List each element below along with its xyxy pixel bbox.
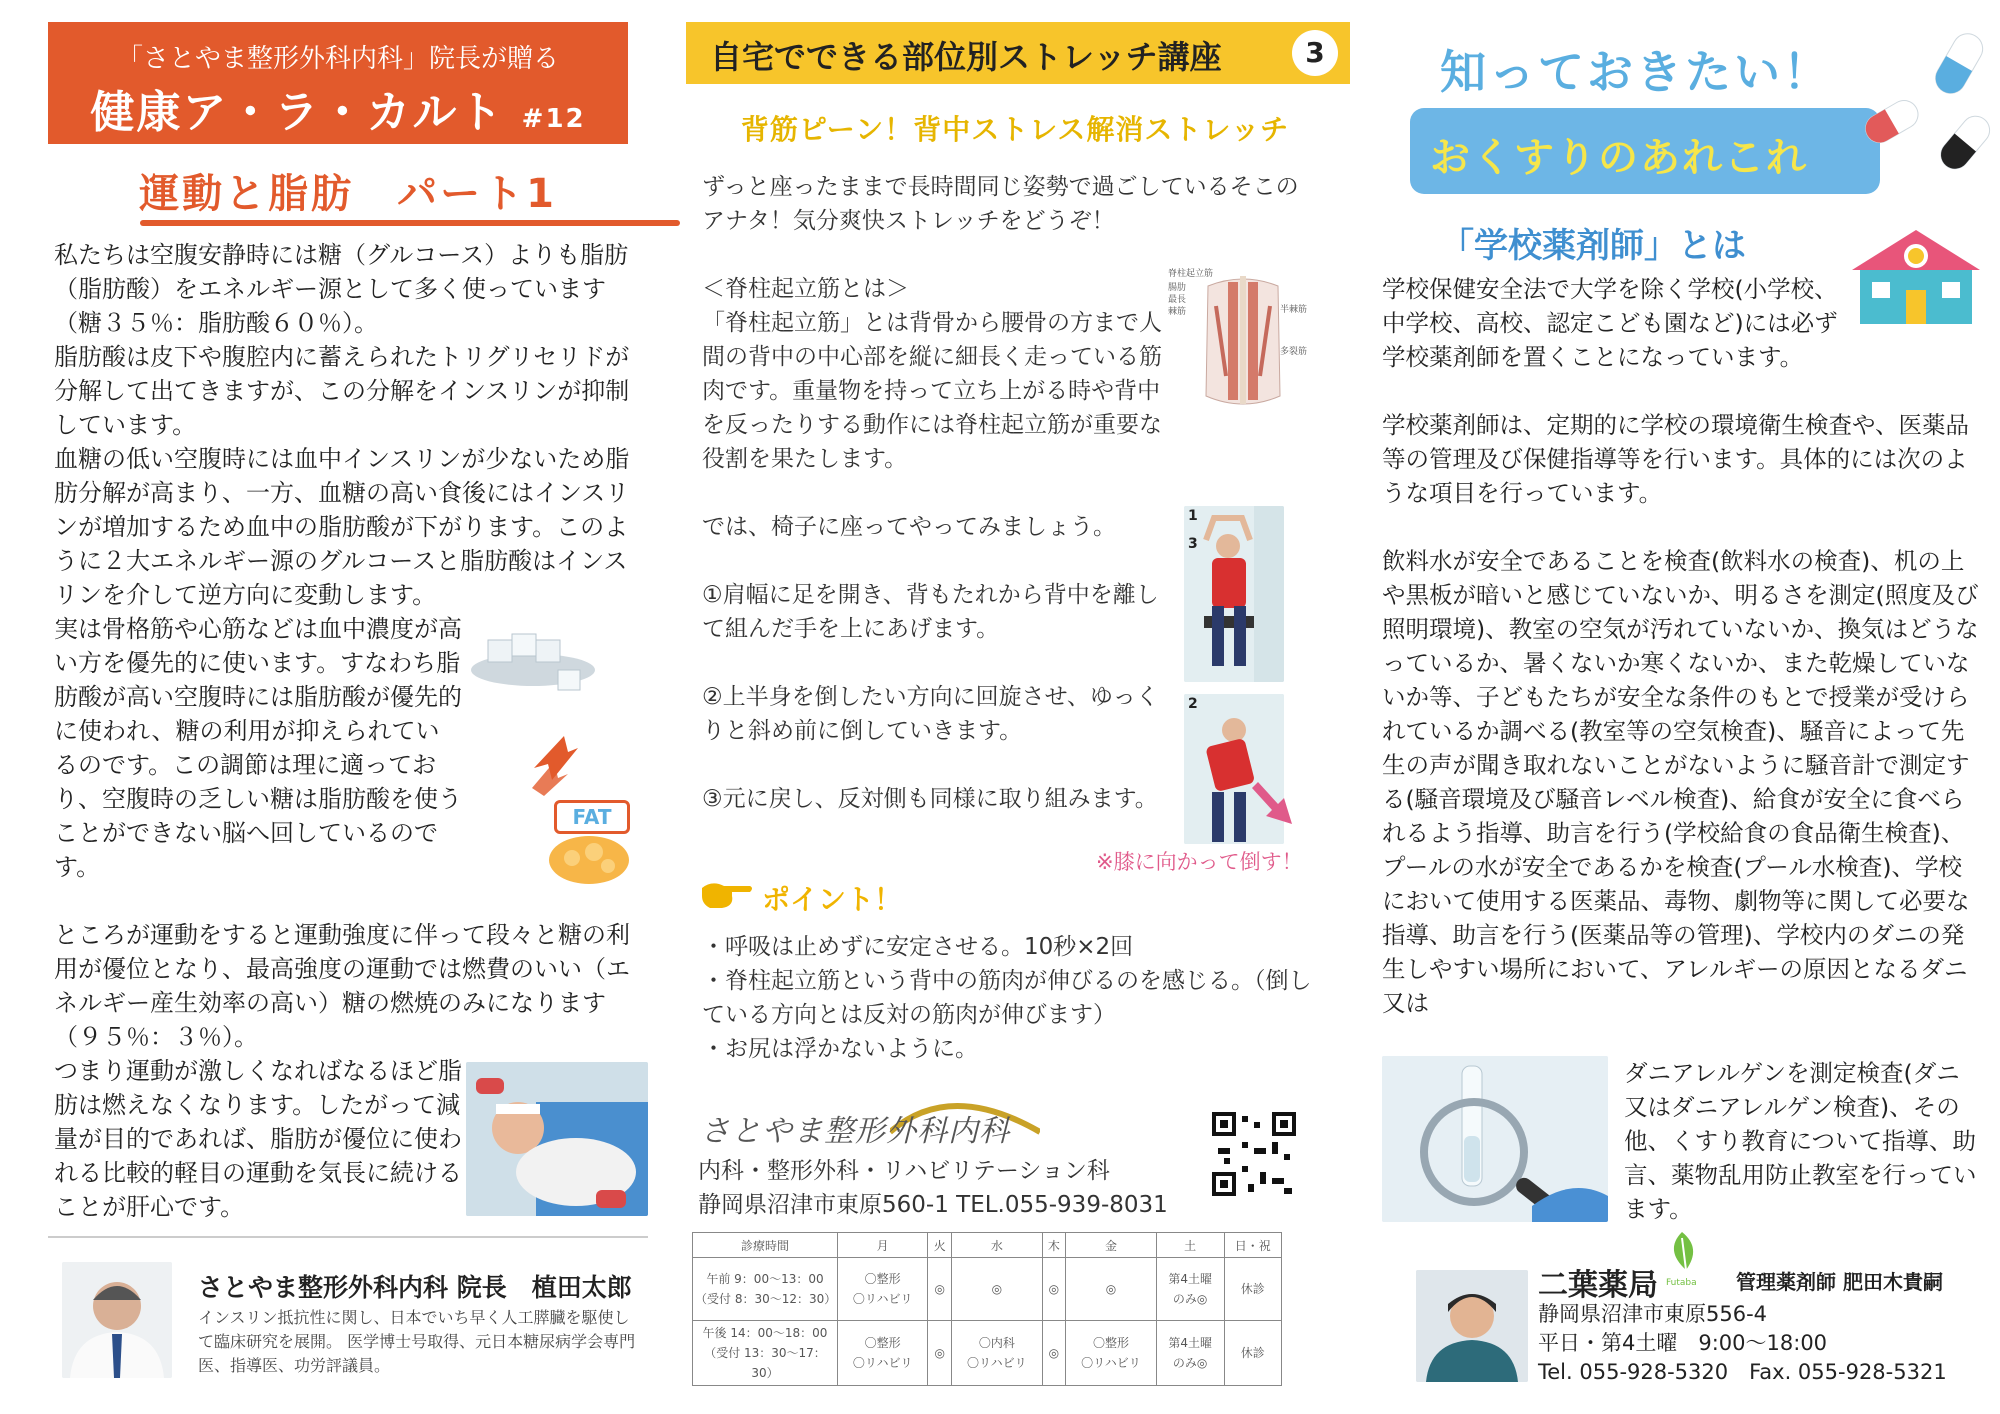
intro-text: ずっと座ったままで長時間同じ姿勢で過ごしているそこのアナタ！気分爽快ストレッチをどうぞ！ [702, 174, 1299, 234]
cell-text: のみ◎ [1172, 1292, 1208, 1306]
leaf-logo-icon [1664, 1230, 1708, 1278]
diagram-label: 最長 [1168, 295, 1187, 305]
column-header-subtitle: 「さとやま整形外科内科」院長が贈る [116, 44, 559, 74]
table-cell: ◎ [1066, 1258, 1156, 1321]
table-cell [952, 1321, 1042, 1386]
table-row [693, 1321, 1282, 1386]
divider [48, 1236, 648, 1238]
clinic-address: 静岡県沼津市東原560-1 TEL.055-939-8031 [698, 1192, 1168, 1218]
paragraph: ところが運動をすると運動強度に伴って段々と糖の利用が優位となり、最高強度の運動では燃費のいい（エネルギー産生効率の高い）糖の燃焼のみになります（９５％：３％）。 [54, 921, 630, 1051]
fat-label: FAT [554, 800, 630, 834]
clinic-hours-table [692, 1232, 1282, 1386]
point-title: ポイント！ [762, 883, 903, 916]
table-cell [1156, 1258, 1224, 1321]
step-2: ②上半身を倒したい方向に回旋させ、ゆっくりと斜め前に倒していきます。 [702, 684, 1159, 744]
lab-test-photo [1382, 1056, 1608, 1222]
point-item: ・お尻は浮かないように。 [702, 1036, 978, 1062]
cell-text: 〇リハビリ [967, 1356, 1027, 1370]
exhausted-man-photo [466, 1062, 648, 1216]
doctor-bio: インスリン抵抗性に関し、日本でいち早く人工膵臓を駆使して臨床研究を展開。 医学博士号取得、元日本糖尿病学会専門医、指導医、功労評議員。 [198, 1308, 636, 1375]
paragraph: 実は骨格筋や心筋などは血中濃度が高い方を優先的に使います。すなわち脂肪酸が高い空腹時には脂肪酸が優先的に使われ、糖の利用が抑えられているのです。この調節は理に適っており、空腹時の乏しい糖は脂肪酸を使うことができない脳へ回しているのです。 [54, 615, 462, 881]
stretch-banner-title: 自宅でできる部位別ストレッチ講座 [710, 38, 1222, 76]
cell-text: 〇リハビリ [1081, 1356, 1141, 1370]
paragraph: つまり運動が激しくなればなるほど脂肪は燃えなくなります。したがって減量が目的であれば、脂肪が優位に使われる比較的軽目の運動を気長に続けることが肝心です。 [54, 1057, 462, 1221]
table-cell: 休診 [1224, 1321, 1281, 1386]
sugar-cubes-illustration [468, 622, 618, 702]
cell-text: 第4土曜 [1168, 1272, 1212, 1286]
paragraph: 飲料水が安全であることを検査(飲料水の検査)、机の上や黒板が暗いと感じていないか、明るさを測定(照度及び照明環境)、教室の空気が汚れていないか、換気はどうなっているか、暑くないか寒くないか、また乾燥していないか等、子どもたちが安全な条件のもとで授業が受けられているか調べる(教室等の空気検査)、騒音によって先生の声が聞き取れないことがないように騒音計で測定する(騒音環境及び騒音レベル検査)、給食が安全に食べられるよう指導、助言を行う(学校給食の食品衛生検査)、プールの水が安全であるかを検査(プール水検査)、学校において使用する医薬品、毒物、劇物等に関して必要な指導、助言を行う(医薬品等の管理)、学校内のダニの発生しやすい場所において、アレルギーの原因となるダニ又は [1382, 547, 1979, 1017]
table-cell: ◎ [928, 1321, 952, 1386]
point-item: ・脊柱起立筋という背中の筋肉が伸びるのを感じる。（倒している方向とは反対の筋肉が伸びます） [702, 968, 1312, 1028]
pharmacy-hours: 平日・第4土曜 9:00～18:00 [1538, 1331, 1828, 1355]
issue-number: #12 [521, 104, 586, 134]
school-building-icon [1852, 216, 1980, 326]
table-cell [838, 1258, 928, 1321]
clinic-logo-text: さとやま整形外科内科 [700, 1114, 1010, 1149]
table-cell: ◎ [952, 1258, 1042, 1321]
pharmacist-photo [1416, 1270, 1528, 1382]
paragraph: 脂肪酸は皮下や腹腔内に蓄えられたトリグリセリドが分解して出てきますが、この分解をインスリンが抑制しています。 [54, 343, 630, 439]
diagram-label: 半棘筋 [1280, 305, 1308, 315]
table-header: 土 [1156, 1233, 1224, 1258]
header-title-text: 健康ア・ラ・カルト [90, 87, 505, 138]
stretch-photo-arms-up [1184, 506, 1284, 682]
table-header: 火 [928, 1233, 952, 1258]
pharmacy-contact: Tel. 055-928-5320 Fax. 055-928-5321 [1538, 1360, 1947, 1384]
pointing-hand-icon [698, 876, 754, 912]
pharmacy-name: 二葉薬局 [1538, 1268, 1658, 1303]
photo-step-number: 3 [1188, 536, 1198, 552]
table-cell [693, 1258, 838, 1321]
diagram-label: 多裂筋 [1280, 347, 1308, 357]
capsule-icons [1920, 24, 2000, 184]
table-cell: ◎ [1042, 1321, 1066, 1386]
table-cell: ◎ [1042, 1258, 1066, 1321]
clinic-departments: 内科・整形外科・リハビリテーション科 [698, 1158, 1110, 1184]
lets-try-text: では、椅子に座ってやってみましょう。 [702, 514, 1116, 540]
cell-text: 〇整形 [1092, 1336, 1129, 1350]
cell-text: のみ◎ [1172, 1356, 1208, 1370]
table-header: 金 [1066, 1233, 1156, 1258]
back-muscle-diagram [1168, 266, 1318, 416]
cell-text: 〇整形 [864, 1272, 901, 1286]
table-cell [838, 1321, 928, 1386]
cell-text: 第4土曜 [1168, 1336, 1212, 1350]
table-cell [693, 1321, 838, 1386]
table-cell [1156, 1321, 1224, 1386]
section-divider [140, 220, 680, 226]
cell-text: 〇内科 [978, 1336, 1015, 1350]
muscle-description: 「脊柱起立筋」とは背骨から腰骨の方まで人間の背中の中心部を縦に細長く走っている筋肉です。重量物を持って立ち上がる時や背中を反ったりする動作には脊柱起立筋が重要な役割を果たします。 [702, 310, 1162, 472]
fat-blob-illustration [544, 828, 634, 888]
diagram-label: 脊柱起立筋 [1168, 269, 1214, 279]
table-header: 診療時間 [693, 1233, 838, 1258]
table-header: 木 [1042, 1233, 1066, 1258]
school-pharmacist-heading: 「学校薬剤師」とは [1440, 226, 1746, 266]
lesson-number-badge: 3 [1292, 30, 1338, 76]
doctor-photo [62, 1262, 172, 1378]
step-3: ③元に戻し、反対側も同様に取り組みます。 [702, 786, 1158, 812]
diagram-label: 腸肋 [1168, 283, 1187, 293]
table-cell: ◎ [928, 1258, 952, 1321]
paragraph: 私たちは空腹安静時には糖（グルコース）よりも脂肪（脂肪酸）をエネルギー源として多く使っています（糖３５％：脂肪酸６０％）。 [54, 241, 629, 337]
hours-text: 午後 14：00～18：00 [702, 1326, 828, 1340]
section-title: 運動と脂肪 パート1 [139, 171, 557, 217]
muscle-heading: ＜脊柱起立筋とは＞ [702, 276, 909, 302]
photo-step-number: 2 [1188, 696, 1198, 712]
cell-text: 〇整形 [864, 1336, 901, 1350]
medicine-section-title: 知っておきたい！ [1440, 45, 1832, 99]
table-row [693, 1258, 1282, 1321]
medicine-banner-title: おくすりのあれこれ [1430, 135, 1808, 181]
reception-text: （受付 13：30～17：30） [704, 1346, 826, 1380]
table-header: 月 [838, 1233, 928, 1258]
cell-text: 〇リハビリ [852, 1292, 913, 1306]
stretch-subtitle: 背筋ピーン！背中ストレス解消ストレッチ [740, 113, 1290, 146]
table-header: 日・祝 [1224, 1233, 1281, 1258]
photo-step-number: 1 [1188, 508, 1198, 524]
down-right-arrow-icon [1252, 776, 1302, 832]
red-capsule-icon [1856, 92, 1926, 152]
hours-text: 午前 9：00～13：00 [706, 1272, 824, 1286]
cell-text: 〇リハビリ [852, 1356, 913, 1370]
qr-code[interactable] [1212, 1112, 1296, 1196]
doctor-name: さとやま整形外科内科 院長 植田太郎 [198, 1273, 632, 1302]
paragraph: 学校薬剤師は、定期的に学校の環境衛生検査や、医薬品等の管理及び保健指導等を行います。具体的には次のような項目を行っています。 [1382, 411, 1970, 507]
table-header-row [693, 1233, 1282, 1258]
table-cell: 休診 [1224, 1258, 1281, 1321]
paragraph: ダニアレルゲンを測定検査(ダニ又はダニアレルゲン検査)、その他、くすり教育について指導、助言、薬物乱用防止教室を行っています。 [1624, 1059, 1977, 1223]
table-cell [1066, 1321, 1156, 1386]
pharmacy-address: 静岡県沼津市東原556-4 [1538, 1302, 1768, 1326]
paragraph: 学校保健安全法で大学を除く学校(小学校、中学校、高校、認定こども園など)には必ず学校薬剤師を置くことになっています。 [1382, 275, 1838, 371]
pharmacist-name: 管理薬剤師 肥田木貴嗣 [1736, 1270, 1943, 1294]
swap-arrows-icon [524, 728, 584, 798]
point-item: ・呼吸は止めずに安定させる。10秒×2回 [702, 934, 1134, 960]
column-header-title [48, 76, 628, 140]
paragraph: 血糖の低い空腹時には血中インスリンが少ないため脂肪分解が高まり、一方、血糖の高い食後にはインスリンが増加するため血中の脂肪酸が下がります。このように２大エネルギー源のグルコースと脂肪酸はインスリンを介して逆方向に変動します。 [54, 445, 630, 609]
table-header: 水 [952, 1233, 1042, 1258]
diagram-label: 棘筋 [1168, 307, 1187, 317]
step-1: ①肩幅に足を開き、背もたれから背中を離して組んだ手を上にあげます。 [702, 582, 1159, 642]
pharmacy-logo-text: Futaba [1666, 1278, 1697, 1288]
knee-note: ※膝に向かって倒す！ [1096, 850, 1303, 874]
reception-text: （受付 8：30～12：30） [695, 1292, 837, 1306]
